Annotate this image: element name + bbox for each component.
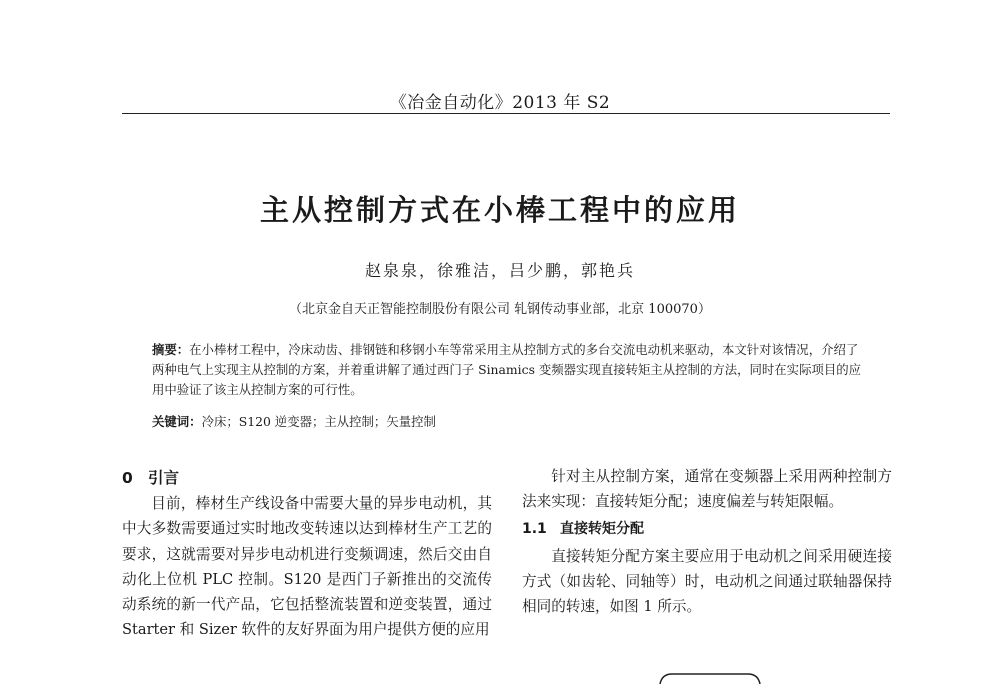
section-title: 引言 — [148, 469, 180, 487]
left-column — [122, 466, 492, 642]
abstract — [152, 340, 864, 400]
subsection-heading-torque — [522, 517, 892, 542]
affiliation: （北京金自天正智能控制股份有限公司 轧钢传动事业部，北京 100070） — [289, 302, 711, 317]
right-column — [522, 464, 892, 619]
keywords-text: 冷床；S120 逆变器；主从控制；矢量控制 — [201, 414, 436, 429]
figure-outline — [660, 674, 760, 684]
section-heading-intro — [122, 466, 492, 491]
keywords-label: 关键词： — [152, 414, 202, 429]
intro-paragraph: 目前，棒材生产线设备中需要大量的异步电动机，其中大多数需要通过实时地改变转速以达到棒材生产工艺的要求，这就需要对异步电动机进行变频调速，然后交由自动化上位机 PLC 控制。S120 是西门子新推出的交流传动系统的新一代产品，它包括整流装置和逆变装置，通过 Starter 和 Sizer 软件的友好界面为用户提供方便的应用 — [122, 495, 492, 639]
subsection-title: 直接转矩分配 — [560, 521, 644, 538]
figure-fragment — [650, 670, 770, 690]
section-number: 0 — [122, 469, 133, 487]
paper-title: 主从控制方式在小棒工程中的应用 — [259, 193, 740, 227]
torque-distribution-paragraph: 直接转矩分配方案主要应用于电动机之间采用硬连接方式（如齿轮、同轴等）时，电动机之间通过联轴器保持相同的转速，如图 1 所示。 — [522, 547, 892, 616]
keywords — [152, 412, 864, 430]
header-rule — [122, 113, 890, 114]
abstract-text: 在小棒材工程中，冷床动齿、排钢链和移钢小车等常采用主从控制方式的多台交流电动机来驱动，本文针对该情况，介绍了两种电气上实现主从控制的方案，并着重讲解了通过西门子 Sinamics 变频器实现直接转矩主从控制的方法，同时在实际项目的应用中验证了该主从控制方案的可行性。 — [152, 342, 862, 397]
subsection-number: 1.1 — [522, 521, 547, 538]
journal-header: 《冶金自动化》2013 年 S2 — [389, 93, 611, 113]
abstract-label: 摘要： — [152, 342, 190, 357]
authors: 赵泉泉，徐雅洁，吕少鹏，郭艳兵 — [364, 261, 635, 280]
control-methods-paragraph: 针对主从控制方案，通常在变频器上采用两种控制方法来实现：直接转矩分配；速度偏差与转矩限幅。 — [522, 468, 892, 511]
